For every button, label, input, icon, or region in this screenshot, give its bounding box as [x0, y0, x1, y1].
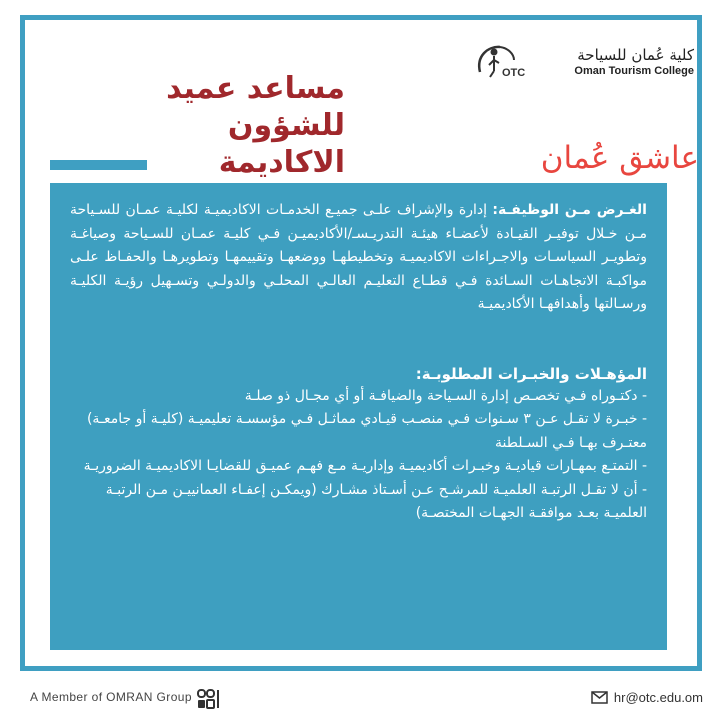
job-purpose: [70, 199, 647, 317]
college-logo: [472, 42, 694, 84]
qualification-item: - خبـرة لا تقـل عـن ٣ سـنوات فـي منصـب قيـادي مماثـل فـي مؤسسـة تعليميـة (كليـة أو جامعـة) معتـرف بهـا فـي السـلطنة: [86, 411, 647, 451]
watermark-text: عاشق عُمان: [540, 140, 699, 176]
qualification-item: - دكتـوراه فـي تخصـص إدارة السـياحة والضيافـة أو أي مجـال ذو صلـة: [244, 387, 647, 404]
qualifications-list: [70, 385, 647, 526]
qualification-item: - التمتـع بمهـارات قياديـة وخبـرات أكاديميـة وإداريـة مـع فهـم عميـق للقضايـا الاكاديميـة الضروريـة: [83, 458, 647, 474]
logo-badge: OTC: [502, 67, 526, 79]
qualification-item: - أن لا تقـل الرتبـة العلميـة للمرشـح عـن أسـتاذ مشـارك (ويمكـن إعفـاء العمانييـن مـن الرتبـة العلميـة بعـد موافقـة الجهـات المختصـة): [105, 481, 647, 521]
job-description-panel: [50, 183, 667, 650]
omran-member-text: A Member of OMRAN Group: [30, 690, 192, 704]
job-purpose-label: الغـرض مـن الوظيفـة:: [492, 202, 647, 218]
job-purpose-text: إدارة والإشراف علـى جميـع الخدمـات الاكاديميـة لكليـة عمـان للسـياحة مـن خـلال توفيـر القيـادة لأعضـاء هيئـة التدريـسـ/الأكاديميـن فـي كليـة عمـان للسـياحة وصياغـة وتطويـر السياسـات والاجـراءات الاكاديميـة وتخطيطهـا ووضعهـا وتقييمهـا وتطويرهـا والحفـاظ علـى مواكبـة الاتجاهـات السـائدة فـي قطـاع التعليـم العالـي المحلـي والدولـي وتسـهيل رؤيـة الكليـة ورسـالتها وأهدافهـا الأكاديميـة: [70, 202, 647, 312]
logo-english-name: Oman Tourism College: [574, 65, 694, 77]
omran-logo-icon: [196, 688, 232, 710]
qualifications-title: المؤهـلات والخبـرات المطلوبـة:: [415, 364, 647, 383]
job-title-line2: الاكاديمة: [218, 145, 345, 180]
contact-email[interactable]: [591, 690, 703, 705]
logo-arabic-name: كلية عُمان للسياحة: [577, 46, 694, 64]
job-title-line1: مساعد عميد للشؤون: [166, 71, 345, 143]
otc-logo-icon: [472, 42, 530, 84]
mail-icon: [591, 691, 608, 704]
email-address[interactable]: hr@otc.edu.om: [613, 690, 703, 705]
title-underline: [50, 160, 147, 170]
